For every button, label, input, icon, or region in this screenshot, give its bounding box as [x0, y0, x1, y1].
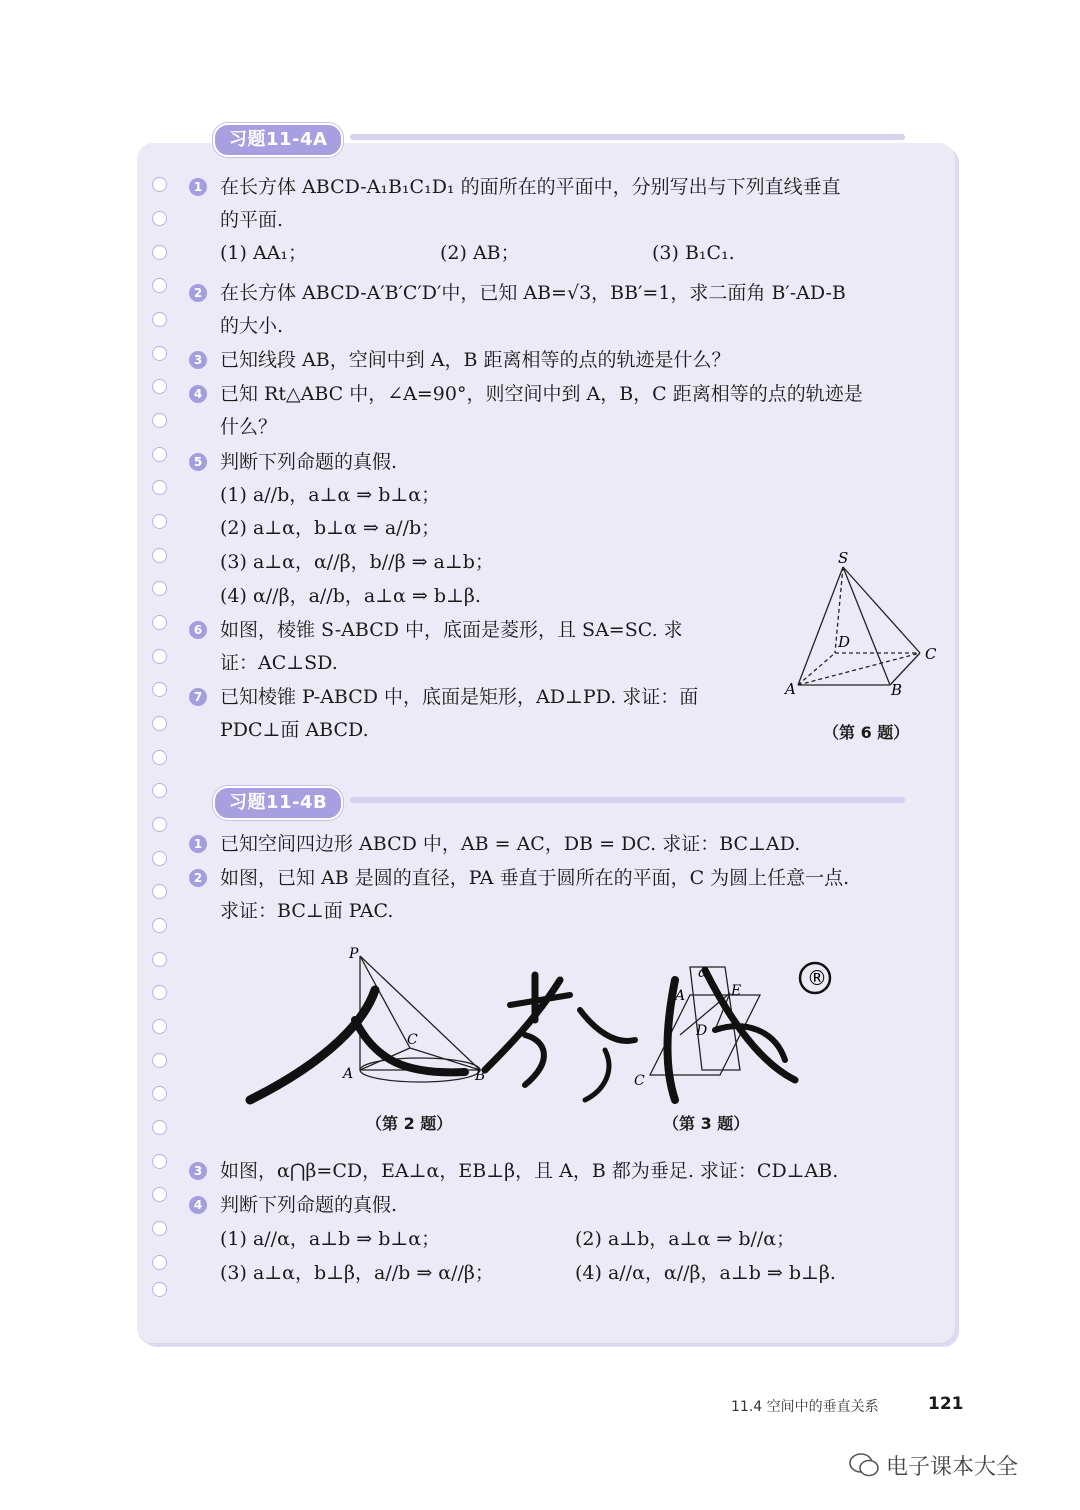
ring	[152, 817, 167, 832]
question-text: PDC⊥面 ABCD.	[220, 719, 369, 741]
label-d: D	[838, 633, 851, 651]
question-text: 在长方体 ABCD-A₁B₁C₁D₁ 的面所在的平面中，分别写出与下列直线垂直	[220, 176, 841, 198]
sub-item: (2) a⊥α，b⊥α ⇒ a//b；	[220, 517, 441, 539]
ring	[152, 649, 167, 664]
ring	[152, 783, 167, 798]
label-d: D	[696, 1023, 708, 1039]
ring	[152, 1282, 167, 1297]
question-text: 已知线段 AB，空间中到 A，B 距离相等的点的轨迹是什么？	[220, 349, 731, 371]
ring	[152, 1120, 167, 1135]
question-text: 什么？	[220, 416, 278, 438]
figure-3-caption: （第 3 题）	[663, 1114, 750, 1133]
wechat-icon	[848, 1452, 880, 1478]
section-b-rule	[350, 797, 905, 803]
question-text: 已知空间四边形 ABCD 中，AB = AC，DB = DC. 求证：BC⊥AD.	[220, 833, 801, 855]
question-number: 1	[189, 835, 207, 853]
ring	[152, 1019, 167, 1034]
registered-mark: ®	[807, 966, 827, 990]
label-a: A	[343, 1066, 354, 1082]
question-text: 判断下列命题的真假.	[220, 1194, 398, 1216]
question-number: 5	[189, 453, 207, 471]
question-text: 已知 Rt△ABC 中，∠A=90°，则空间中到 A，B，C 距离相等的点的轨迹是	[220, 383, 863, 405]
sub-item: (3) a⊥α，b⊥β，a//b ⇒ α//β；	[220, 1262, 494, 1284]
ring	[152, 514, 167, 529]
question-text: 的大小.	[220, 315, 284, 337]
question-text: 求证：BC⊥面 PAC.	[220, 900, 394, 922]
label-c: C	[634, 1073, 645, 1089]
sub-item: (1) AA₁；	[220, 242, 308, 264]
watermark-text: 电子课本大全	[886, 1455, 1019, 1480]
ring	[152, 278, 167, 293]
ring	[152, 447, 167, 462]
question-text: 如图，α⋂β=CD，EA⊥α，EB⊥β，且 A，B 都为垂足. 求证：CD⊥AB.	[220, 1160, 839, 1182]
section-a-tab: 习题11-4A	[213, 123, 343, 157]
question-number: 4	[189, 1196, 207, 1214]
ring	[152, 682, 167, 697]
ring	[152, 480, 167, 495]
ring	[152, 1053, 167, 1068]
page-number: 121	[928, 1394, 964, 1414]
section-a-rule	[350, 134, 905, 140]
footer-section-title: 11.4 空间中的垂直关系	[731, 1399, 879, 1415]
section-b-tab: 习题11-4B	[213, 786, 343, 820]
ring	[152, 379, 167, 394]
ring	[152, 1255, 167, 1270]
figure-6-pyramid	[780, 545, 950, 705]
label-p: P	[349, 946, 359, 962]
label-alpha: α	[698, 965, 708, 981]
label-b: B	[475, 1068, 486, 1084]
ring	[152, 884, 167, 899]
ring	[152, 1221, 167, 1236]
ring	[152, 1154, 167, 1169]
question-number: 3	[189, 1162, 207, 1180]
sub-item: (4) a//α，α//β，a⊥b ⇒ b⊥β.	[575, 1262, 836, 1284]
ring	[152, 346, 167, 361]
question-number: 1	[189, 178, 207, 196]
ring	[152, 1086, 167, 1101]
ring	[152, 177, 167, 192]
label-a: A	[675, 988, 686, 1004]
question-number: 7	[189, 688, 207, 706]
sub-item: (2) AB；	[440, 242, 520, 264]
ring	[152, 413, 167, 428]
question-text: 如图，棱锥 S-ABCD 中，底面是菱形，且 SA=SC. 求	[220, 619, 683, 641]
sub-item: (3) B₁C₁.	[652, 242, 735, 264]
sub-item: (3) a⊥α，α//β，b//β ⇒ a⊥b；	[220, 551, 494, 573]
calligraphy-logo-watermark	[235, 950, 845, 1110]
question-number: 2	[189, 284, 207, 302]
label-a: A	[785, 680, 796, 698]
question-text: 判断下列命题的真假.	[220, 451, 398, 473]
question-text: 的平面.	[220, 209, 284, 231]
label-s: S	[838, 549, 849, 567]
question-number: 6	[189, 621, 207, 639]
question-number: 4	[189, 385, 207, 403]
question-text: 如图，已知 AB 是圆的直径，PA 垂直于圆所在的平面，C 为圆上任意一点.	[220, 867, 850, 889]
ring	[152, 312, 167, 327]
question-text: 已知棱锥 P-ABCD 中，底面是矩形，AD⊥PD. 求证：面	[220, 686, 699, 708]
question-number: 2	[189, 869, 207, 887]
ring	[152, 245, 167, 260]
ring	[152, 952, 167, 967]
ring	[152, 211, 167, 226]
ring	[152, 851, 167, 866]
sub-item: (1) a//α，a⊥b ⇒ b⊥α；	[220, 1228, 441, 1250]
label-c: C	[407, 1032, 418, 1048]
label-e: E	[731, 983, 742, 999]
ring	[152, 548, 167, 563]
ring	[152, 716, 167, 731]
ring	[152, 1187, 167, 1202]
ring	[152, 750, 167, 765]
figure-2-caption: （第 2 题）	[366, 1114, 453, 1133]
ring	[152, 615, 167, 630]
ring	[152, 581, 167, 596]
sub-item: (1) a//b，a⊥α ⇒ b⊥α；	[220, 484, 441, 506]
label-c: C	[925, 645, 937, 663]
ring	[152, 918, 167, 933]
question-text: 证：AC⊥SD.	[220, 652, 338, 674]
label-b: B	[891, 681, 903, 699]
sub-item: (2) a⊥b，a⊥α ⇒ b//α；	[575, 1228, 796, 1250]
question-text: 在长方体 ABCD-A′B′C′D′中，已知 AB=√3，BB′=1，求二面角 B′-AD-B	[220, 282, 846, 304]
sub-item: (4) α//β，a//b，a⊥α ⇒ b⊥β.	[220, 585, 481, 607]
figure-6-caption: （第 6 题）	[823, 723, 910, 742]
ring	[152, 985, 167, 1000]
question-number: 3	[189, 351, 207, 369]
